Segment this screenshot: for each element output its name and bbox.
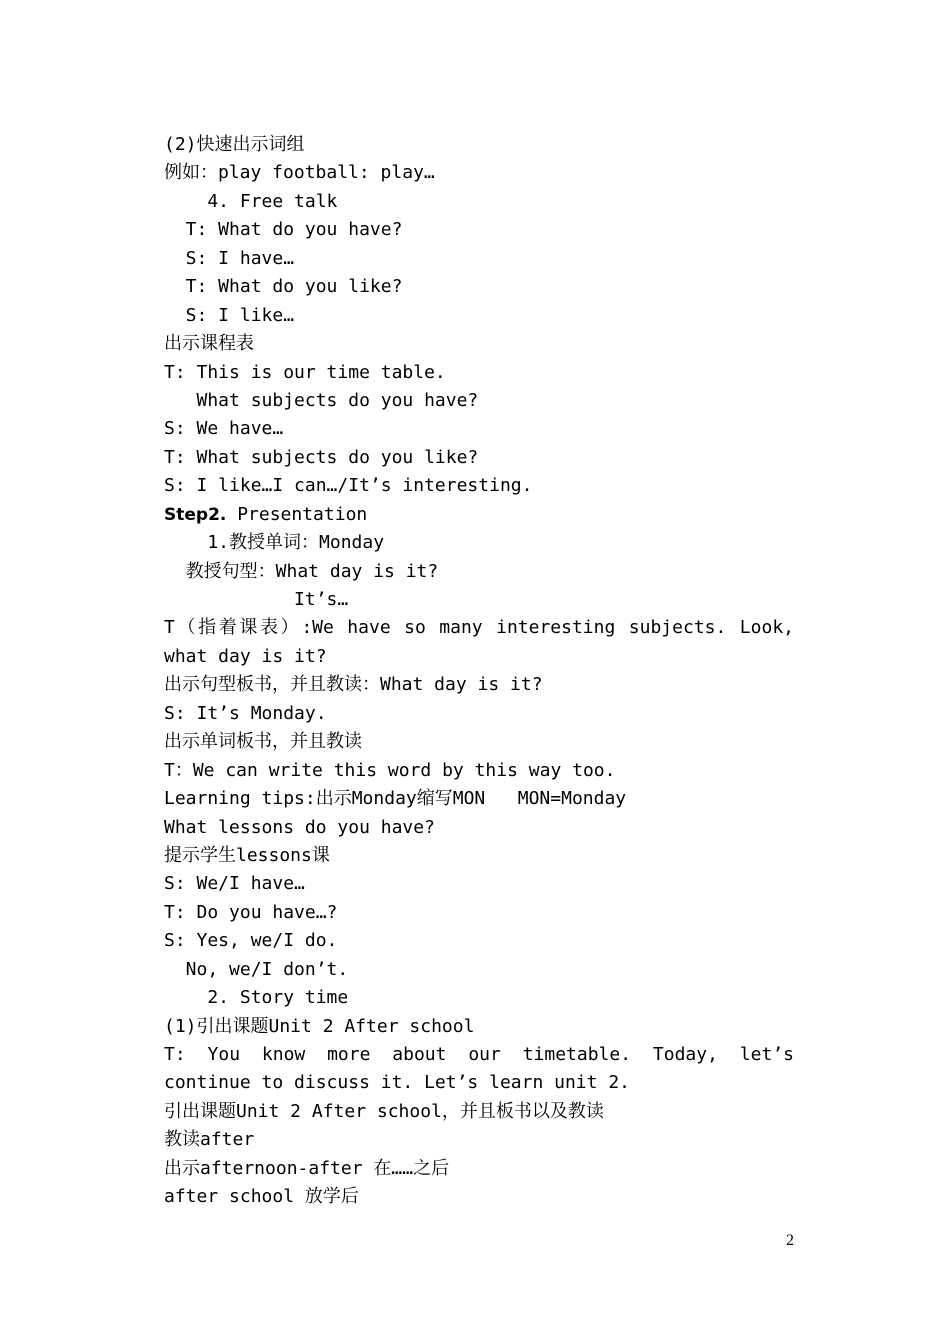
text-line: No, we/I don’t. [164,958,349,980]
text-line: Learning tips:出示Monday缩写MON MON=Monday [164,788,627,810]
document-body [164,131,794,1212]
step2-label: Step2. [164,504,227,525]
text-line: (2)快速出示词组 [164,134,305,155]
text-line: 4. Free talk [164,190,338,212]
text-line: 教读after [164,1129,255,1151]
text-line: T：We can write this word by this way too. [164,759,616,781]
text-line: What subjects do you have? [164,389,479,411]
text-line: what day is it? [164,645,327,667]
text-line: 教授句型：What day is it? [164,560,439,582]
text-line: 引出课题Unit 2 After school，并且板书以及教读 [164,1100,604,1122]
text-line: S: Yes, we/I do. [164,930,338,952]
text-line: T: What do you have? [164,219,403,241]
step2-text: Presentation [226,503,368,525]
text-line: S: We/I have… [164,873,305,895]
text-line: T: This is our time table. [164,361,446,383]
text-line: T: Do you have…? [164,901,338,923]
text-line: 出示课程表 [164,333,254,355]
step2-heading [164,501,794,529]
text-line: T（指着课表）:We have so many interesting subjects. Look, [164,617,794,639]
text-line: What lessons do you have? [164,816,435,838]
text-line: 1.教授单词：Monday [164,532,385,554]
text-line: 2. Story time [164,987,349,1009]
text-line: 出示句型板书，并且教读：What day is it? [164,674,543,696]
text-line: T: What subjects do you like? [164,446,479,468]
text-line: 提示学生lessons课 [164,844,330,866]
page-number: 2 [786,1232,794,1249]
text-line: 出示单词板书，并且教读 [164,731,362,753]
text-line: S: I have… [164,247,295,269]
text-line: (1)引出课题Unit 2 After school [164,1015,475,1037]
text-line: 例如：play football: play… [164,162,435,184]
text-line: S: I like… [164,304,295,326]
text-line: It’s… [164,589,349,610]
text-line: continue to discuss it. Let’s learn unit 2. [164,1072,630,1094]
text-line: T: What do you like? [164,276,403,298]
text-line: S: I like…I can…/It’s interesting. [164,475,533,497]
text-line: S: We have… [164,418,284,440]
text-line: after school 放学后 [164,1186,359,1208]
text-line: T: You know more about our timetable. Today, let’s [164,1044,794,1065]
text-line: S: It’s Monday. [164,702,327,724]
text-line: 出示afternoon-after 在……之后 [164,1157,450,1179]
